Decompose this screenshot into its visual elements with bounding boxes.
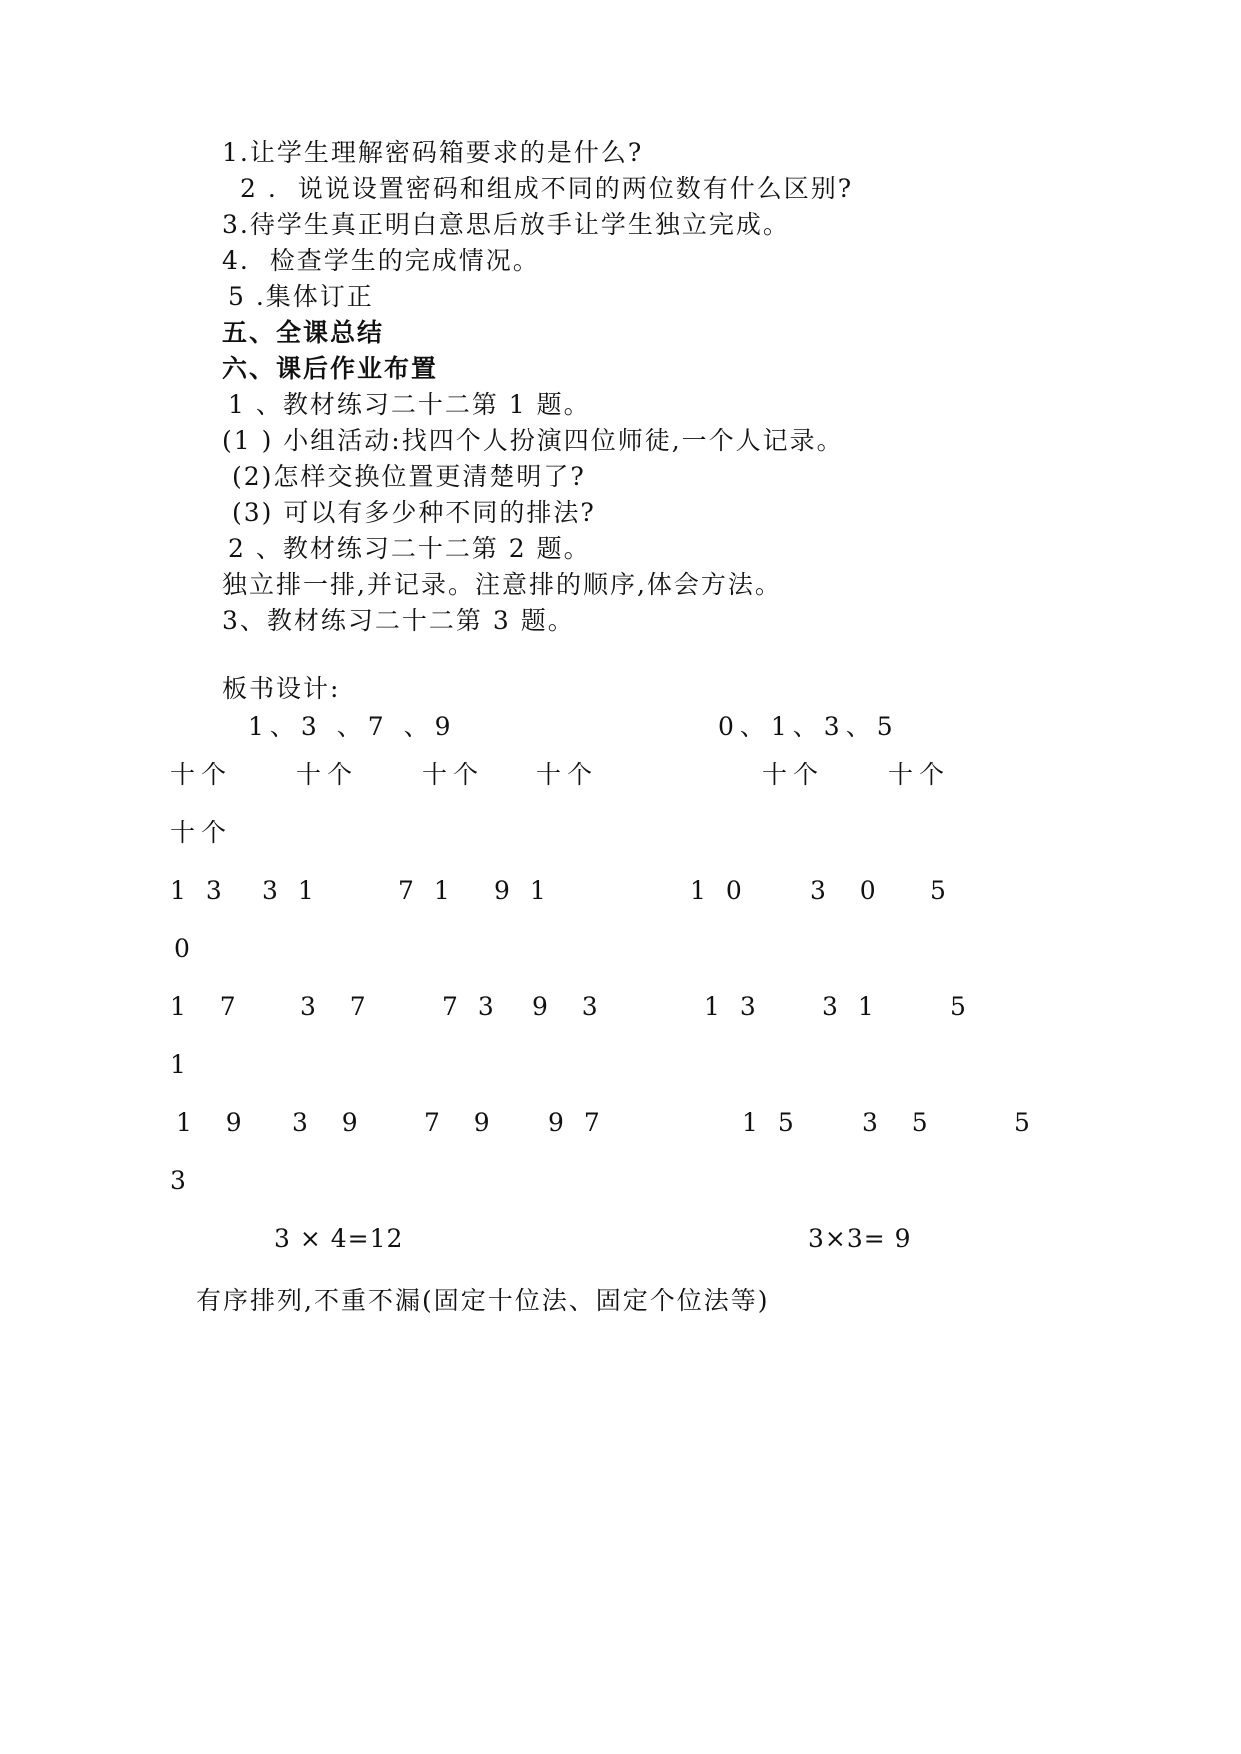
- board-left-digits: 1、3 、7 、9: [248, 712, 457, 741]
- homework-item-1-3: (3) 可以有多少种不同的排法?: [232, 498, 596, 527]
- board-left-number: 9 1: [494, 876, 552, 905]
- board-right-number: 5: [1014, 1108, 1036, 1137]
- homework-item-3: 3、教材练习二十二第 3 题。: [222, 606, 575, 635]
- board-left-number: 7 3: [442, 992, 500, 1021]
- board-right-number: 5: [930, 876, 952, 905]
- board-tens-label: 十个: [170, 760, 233, 789]
- board-left-number: 9 3: [532, 992, 604, 1021]
- board-right-number: 5: [950, 992, 972, 1021]
- board-right-number: 3: [170, 1166, 192, 1195]
- homework-item-1-2: (2)怎样交换位置更清楚明了?: [232, 462, 586, 491]
- board-left-number: 3 9: [292, 1108, 364, 1137]
- step-4: 4. 检查学生的完成情况。: [222, 246, 540, 275]
- board-right-number: 1 0: [690, 876, 748, 905]
- step-1: 1.让学生理解密码箱要求的是什么?: [222, 138, 644, 167]
- board-left-number: 7 9: [424, 1108, 496, 1137]
- homework-item-2: 2 、教材练习二十二第 2 题。: [228, 534, 591, 563]
- board-right-number: 1 3: [704, 992, 762, 1021]
- board-right-number: 0: [174, 934, 196, 963]
- board-tens-label: 十个: [762, 760, 825, 789]
- board-right-number: 3 0: [810, 876, 882, 905]
- board-right-digits: 0、1、3、5: [718, 712, 899, 741]
- board-right-number: 3 1: [822, 992, 880, 1021]
- board-tens-label: 十个: [888, 760, 951, 789]
- board-right-number: 1: [170, 1050, 192, 1079]
- board-tens-label: 十个: [422, 760, 485, 789]
- board-left-number: 7 1: [398, 876, 456, 905]
- board-right-number: 1 5: [742, 1108, 800, 1137]
- board-right-number: 3 5: [862, 1108, 934, 1137]
- homework-item-1-1: (1 ) 小组活动:找四个人扮演四位师徒,一个人记录。: [222, 426, 844, 455]
- board-summary: 有序排列,不重不漏(固定十位法、固定个位法等): [196, 1286, 770, 1315]
- step-3: 3.待学生真正明白意思后放手让学生独立完成。: [222, 210, 790, 239]
- homework-item-2-note: 独立排一排,并记录。注意排的顺序,体会方法。: [222, 570, 782, 599]
- board-left-number: 3 1: [262, 876, 320, 905]
- board-left-number: 1 7: [170, 992, 242, 1021]
- board-title: 板书设计:: [222, 674, 341, 703]
- homework-item-1: 1 、教材练习二十二第 1 题。: [228, 390, 591, 419]
- board-tens-label: 十个: [296, 760, 359, 789]
- board-left-formula: 3 × 4=12: [274, 1224, 404, 1253]
- board-left-number: 3 7: [300, 992, 372, 1021]
- board-tens-label: 十个: [170, 818, 233, 847]
- section-summary-heading: 五、全课总结: [222, 318, 385, 347]
- step-5: 5 .集体订正: [228, 282, 374, 311]
- board-left-number: 1 3: [170, 876, 228, 905]
- board-left-number: 1 9: [176, 1108, 248, 1137]
- section-homework-heading: 六、课后作业布置: [222, 354, 439, 383]
- board-left-number: 9 7: [548, 1108, 606, 1137]
- board-tens-label: 十个: [536, 760, 599, 789]
- step-2: 2 . 说说设置密码和组成不同的两位数有什么区别?: [240, 174, 854, 203]
- board-right-formula: 3×3= 9: [808, 1224, 912, 1253]
